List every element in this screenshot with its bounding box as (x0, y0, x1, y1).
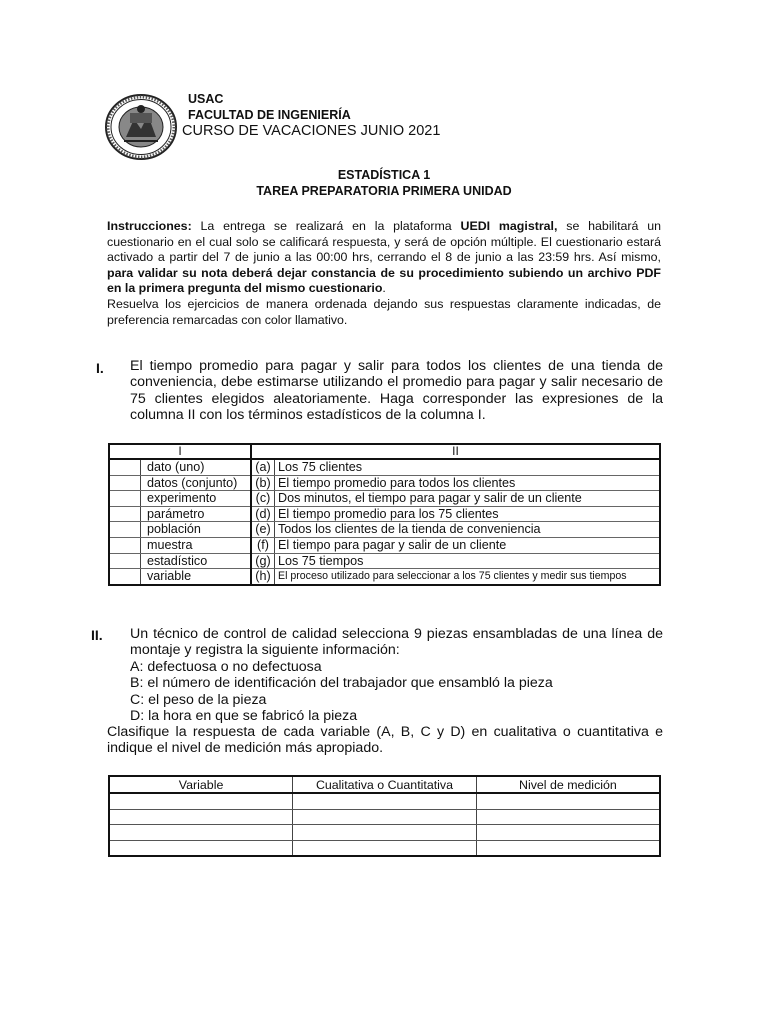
term-cell: experimento (141, 491, 252, 507)
table-row (109, 569, 660, 585)
classification-table (108, 775, 661, 857)
letter-cell: (g) (251, 553, 275, 569)
description-cell: Los 75 clientes (275, 459, 661, 475)
section-2-intro: Un técnico de control de calidad selecciona 9 piezas ensambladas de una línea de montaje y registra la siguiente información: (130, 626, 663, 659)
answer-cell[interactable] (109, 793, 293, 809)
matching-table (108, 443, 661, 586)
term-cell: parámetro (141, 506, 252, 522)
level-header: Nivel de medición (476, 776, 660, 793)
table-row (109, 506, 660, 522)
description-cell: El tiempo promedio para todos los clientes (275, 475, 661, 491)
answer-blank-cell[interactable] (109, 475, 141, 491)
option-a: A: defectuosa o no defectuosa (130, 658, 322, 675)
term-cell: población (141, 522, 252, 538)
letter-cell: (f) (251, 537, 275, 553)
answer-cell[interactable] (293, 825, 477, 841)
answer-cell[interactable] (109, 825, 293, 841)
answer-cell[interactable] (109, 840, 293, 856)
letter-cell: (d) (251, 506, 275, 522)
term-cell: muestra (141, 537, 252, 553)
answer-cell[interactable] (476, 809, 660, 825)
option-d: D: la hora en que se fabricó la pieza (130, 708, 358, 725)
type-header: Cualitativa o Cuantitativa (293, 776, 477, 793)
letter-cell: (h) (251, 569, 275, 585)
document-title: ESTADÍSTICA 1 (337, 168, 431, 182)
table-row (109, 491, 660, 507)
option-b: B: el número de identificación del trabajador que ensambló la pieza (130, 675, 553, 692)
table-row (109, 459, 660, 475)
table-row (109, 522, 660, 538)
answer-blank-cell[interactable] (109, 537, 141, 553)
description-cell: El proceso utilizado para seleccionar a los 75 clientes y medir sus tiempos (278, 570, 627, 583)
description-cell: El tiempo promedio para los 75 clientes (275, 506, 661, 522)
instructions-bold-text: para validar su nota deberá dejar constancia de su procedimiento subiendo un archivo PDF en la primera pregunta del mismo cuestionario (107, 265, 661, 296)
section-2-instruction: Clasifique la respuesta de cada variable (A, B, C y D) en cualitativa o cuantitativa e indique el nivel de medición más apropiado. (107, 724, 663, 757)
instructions-label: Instrucciones: (107, 219, 192, 233)
answer-blank-cell[interactable] (109, 569, 141, 585)
table-row (109, 825, 660, 841)
answer-blank-cell[interactable] (109, 491, 141, 507)
course-name: CURSO DE VACACIONES JUNIO 2021 (182, 123, 441, 139)
instructions-text-3: . (382, 281, 386, 296)
university-name: USAC (188, 92, 224, 106)
section-1-text: El tiempo promedio para pagar y salir para todos los clientes de una tienda de conveniencia, debe estimarse utilizando el promedio para pagar y salir necesario de 75 clientes elegidos aleatoriamente. Haga corresponder las expresiones de la columna II con los términos estadísticos de la columna I. (130, 358, 663, 424)
instructions-block (107, 219, 661, 328)
instructions-text-4: Resuelva los ejercicios de manera ordenada dejando sus respuestas claramente indicadas, de preferencia remarcadas con color llamativo. (107, 296, 661, 327)
table-row (109, 537, 660, 553)
table-row (109, 809, 660, 825)
answer-cell[interactable] (109, 809, 293, 825)
table-row (109, 793, 660, 809)
letter-cell: (a) (251, 459, 275, 475)
term-cell: dato (uno) (141, 459, 252, 475)
variable-header: Variable (109, 776, 293, 793)
table-row (109, 840, 660, 856)
answer-blank-cell[interactable] (109, 522, 141, 538)
instructions-text-1: La entrega se realizará en la plataforma (191, 219, 461, 233)
instructions-text-2: se habilitará un cuestionario en el cual solo se calificará respuesta, y será de opción múltiple. El cuestionario estará activado a partir del 7 de junio a las 00:00 hrs, cerrando el 8 de junio a las 23:59 hrs. Así mismo, (107, 219, 662, 265)
answer-blank-cell[interactable] (109, 459, 141, 475)
letter-cell: (e) (251, 522, 275, 538)
answer-cell[interactable] (293, 793, 477, 809)
term-cell: datos (conjunto) (141, 475, 252, 491)
term-cell: variable (141, 569, 252, 585)
section-1-number: I. (96, 360, 104, 376)
university-seal-logo (104, 93, 178, 161)
option-c: C: el peso de la pieza (130, 691, 267, 708)
section-2-text (130, 626, 663, 724)
letter-cell: (c) (251, 491, 275, 507)
faculty-name: FACULTAD DE INGENIERÍA (188, 108, 351, 122)
description-cell: Todos los clientes de la tienda de conveniencia (275, 522, 661, 538)
description-cell: El tiempo para pagar y salir de un cliente (275, 537, 661, 553)
description-cell: Dos minutos, el tiempo para pagar y salir de un cliente (275, 491, 661, 507)
description-cell: Los 75 tiempos (275, 553, 661, 569)
letter-cell: (b) (251, 475, 275, 491)
term-cell: estadístico (141, 553, 252, 569)
answer-cell[interactable] (293, 840, 477, 856)
answer-cell[interactable] (476, 793, 660, 809)
platform-name: UEDI magistral, (460, 219, 558, 233)
answer-blank-cell[interactable] (109, 506, 141, 522)
column-i-header: I (109, 444, 251, 459)
answer-cell[interactable] (476, 840, 660, 856)
column-ii-header: II (251, 444, 660, 459)
table-row (109, 475, 660, 491)
answer-blank-cell[interactable] (109, 553, 141, 569)
document-subtitle: TAREA PREPARATORIA PRIMERA UNIDAD (256, 184, 512, 198)
answer-cell[interactable] (476, 825, 660, 841)
section-2-number: II. (91, 627, 103, 643)
table-row (109, 553, 660, 569)
answer-cell[interactable] (293, 809, 477, 825)
